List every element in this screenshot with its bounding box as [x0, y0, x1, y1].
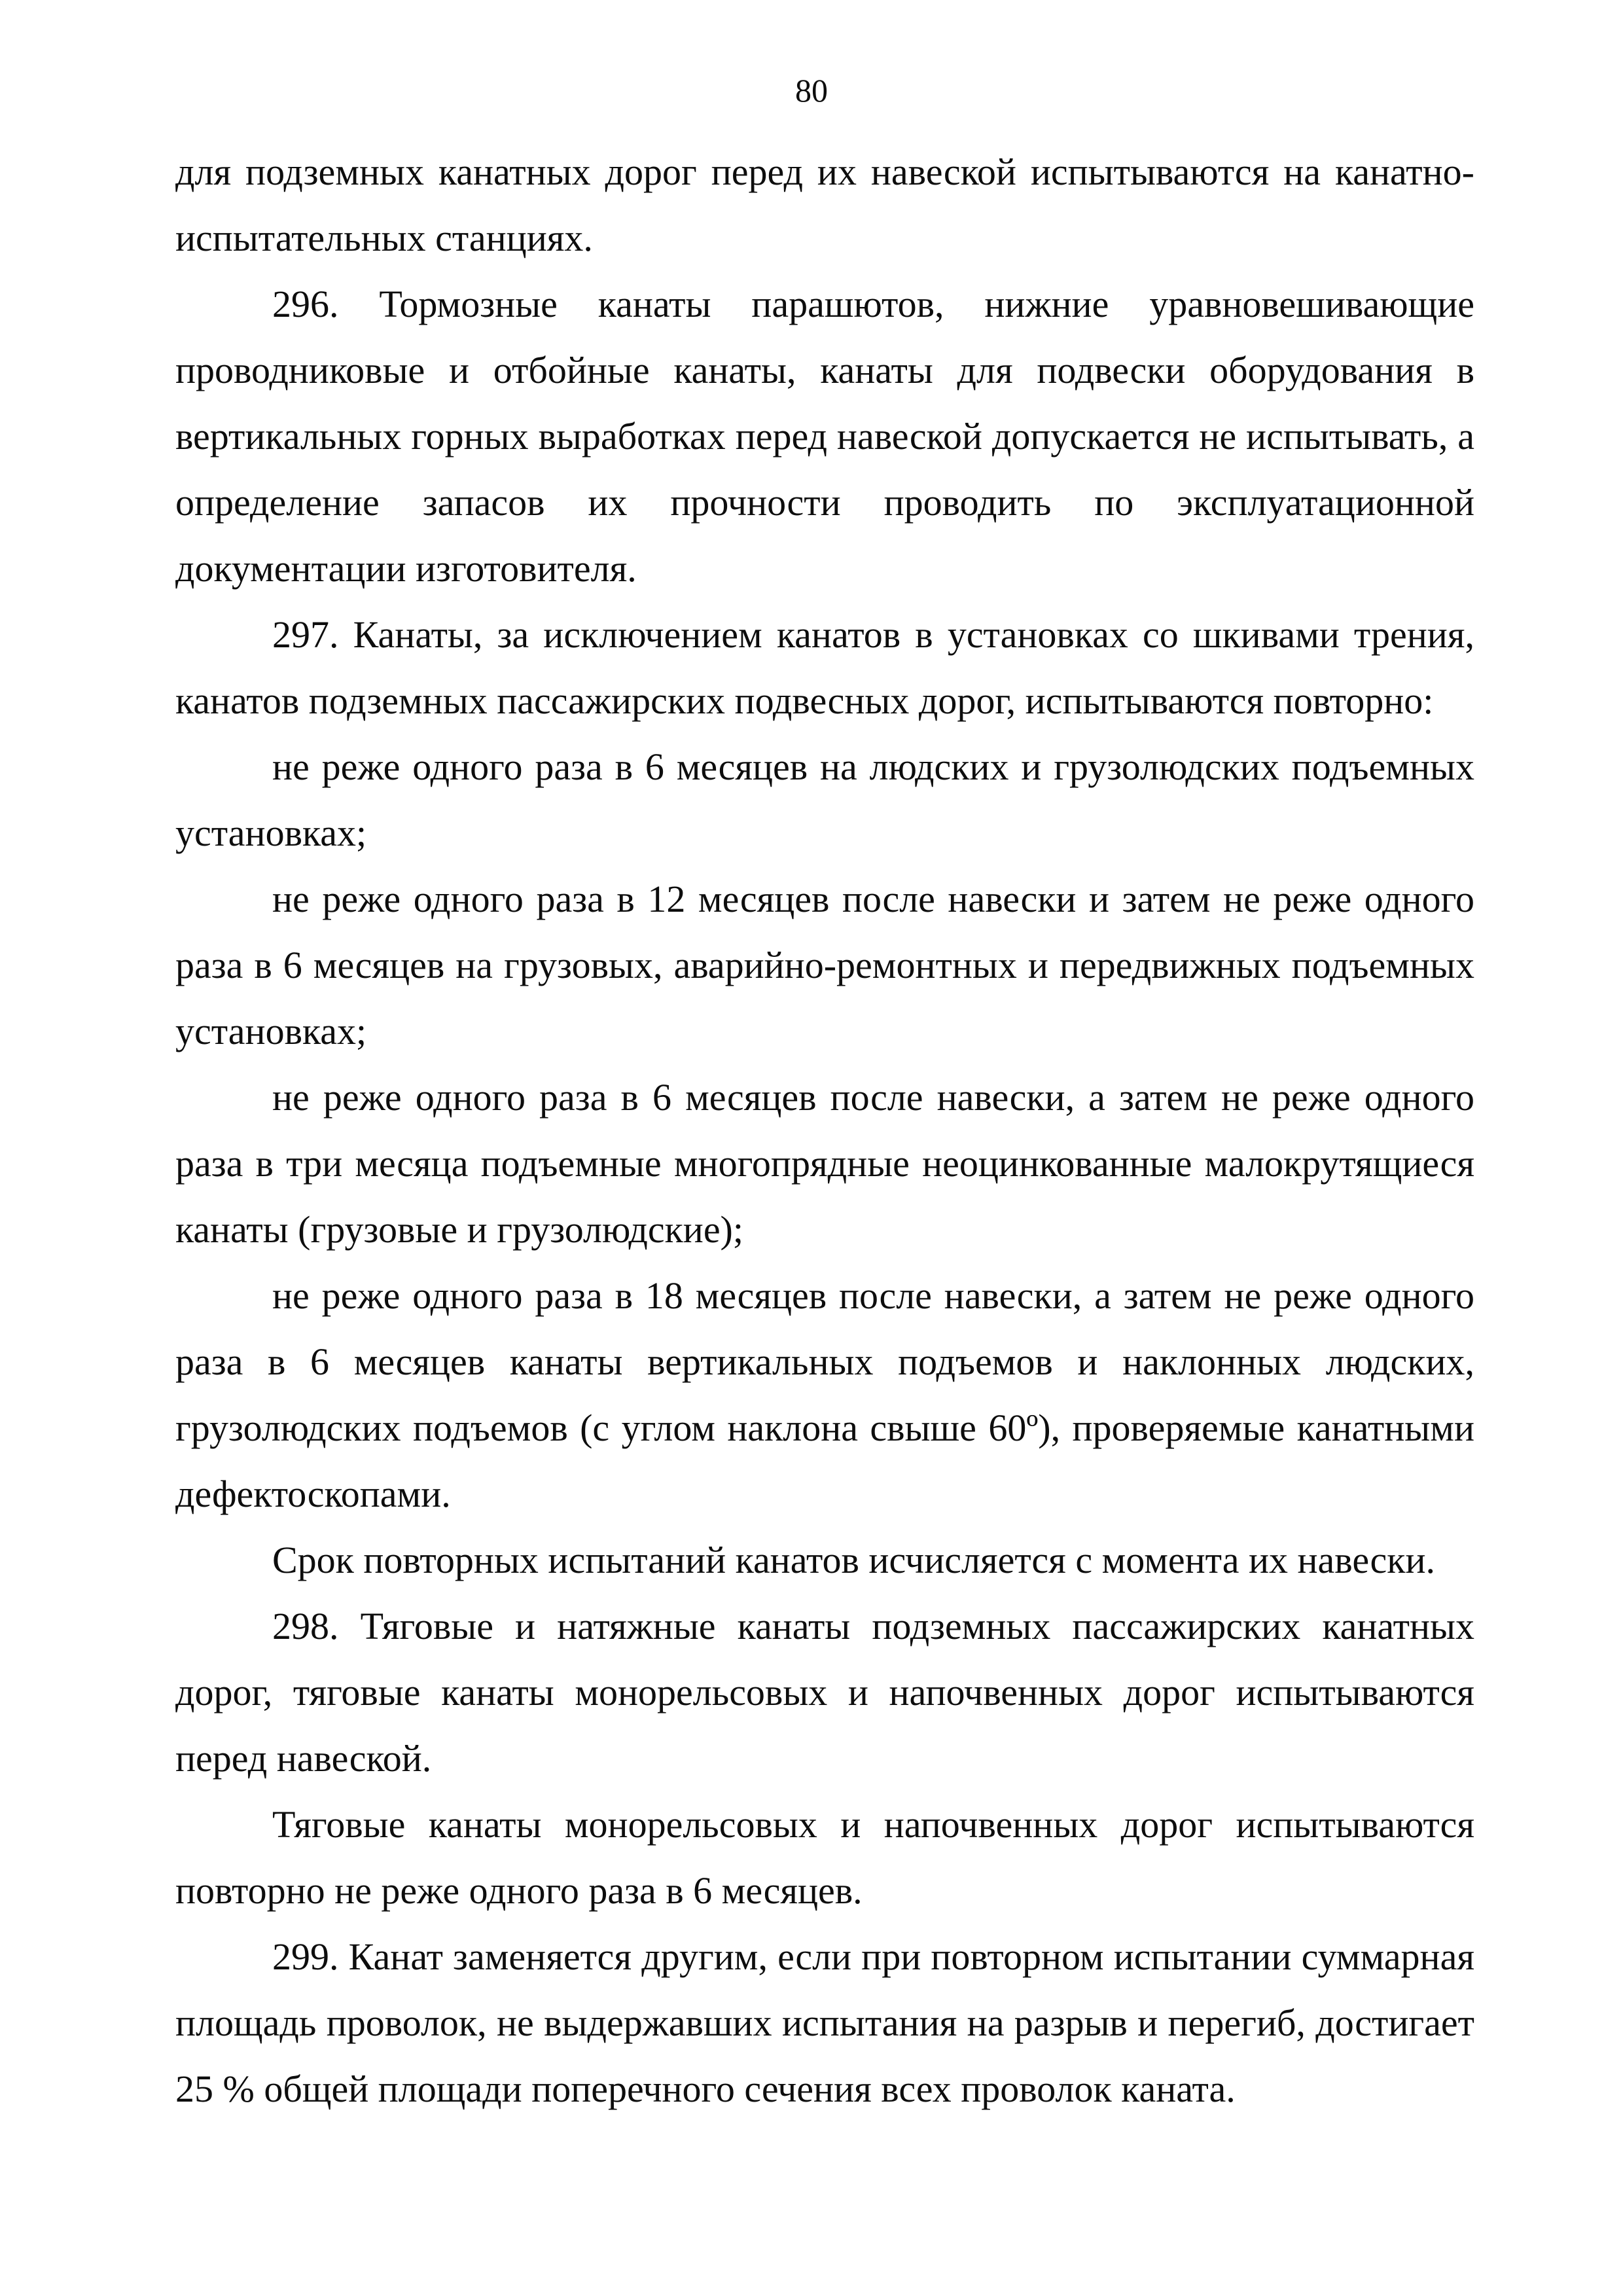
paragraph-297-item-3: не реже одного раза в 6 месяцев после навески, а затем не реже одного раза в три месяца подъемные многопрядные неоцинкованные малокрутящиеся канаты (грузовые и грузолюдские); — [175, 1076, 1474, 1251]
paragraph-297-note: Срок повторных испытаний канатов исчисляется с момента их навески. — [272, 1539, 1435, 1581]
paragraph-296: 296. Тормозные канаты парашютов, нижние уравновешивающие проводниковые и отбойные канаты, канаты для подвески оборудования в вертикальных горных выработках перед навеской допускается не испытывать, а определение запасов их прочности проводить по эксплуатационной документации изготовителя. — [175, 283, 1474, 590]
paragraph-297: 297. Канаты, за исключением канатов в установках со шкивами трения, канатов подземных пассажирских подвесных дорог, испытываются повторно: — [175, 613, 1474, 722]
paragraph-297-item-4: не реже одного раза в 18 месяцев после навески, а затем не реже одного раза в 6 месяцев канаты вертикальных подъемов и наклонных людских, грузолюдских подъемов (с углом наклона свыше 60º), проверяемые канатными дефектоскопами. — [175, 1274, 1474, 1515]
page-number: 80 — [795, 72, 828, 109]
paragraph-298: 298. Тяговые и натяжные канаты подземных пассажирских канатных дорог, тяговые канаты монорельсовых и напочвенных дорог испытываются перед навеской. — [175, 1605, 1474, 1780]
document-body — [175, 139, 1474, 2122]
paragraph-299: 299. Канат заменяется другим, если при повторном испытании суммарная площадь проволок, не выдержавших испытания на разрыв и перегиб, достигает 25 % общей площади поперечного сечения всех проволок каната. — [175, 1935, 1474, 2110]
paragraph-297-item-2: не реже одного раза в 12 месяцев после навески и затем не реже одного раза в 6 месяцев на грузовых, аварийно-ремонтных и передвижных подъемных установках; — [175, 878, 1474, 1052]
paragraph-297-item-1: не реже одного раза в 6 месяцев на людских и грузолюдских подъемных установках; — [175, 745, 1474, 854]
paragraph-continuation: для подземных канатных дорог перед их навеской испытываются на канатно-испытательных станциях. — [175, 151, 1474, 259]
paragraph-298-note: Тяговые канаты монорельсовых и напочвенных дорог испытываются повторно не реже одного раза в 6 месяцев. — [175, 1803, 1474, 1912]
